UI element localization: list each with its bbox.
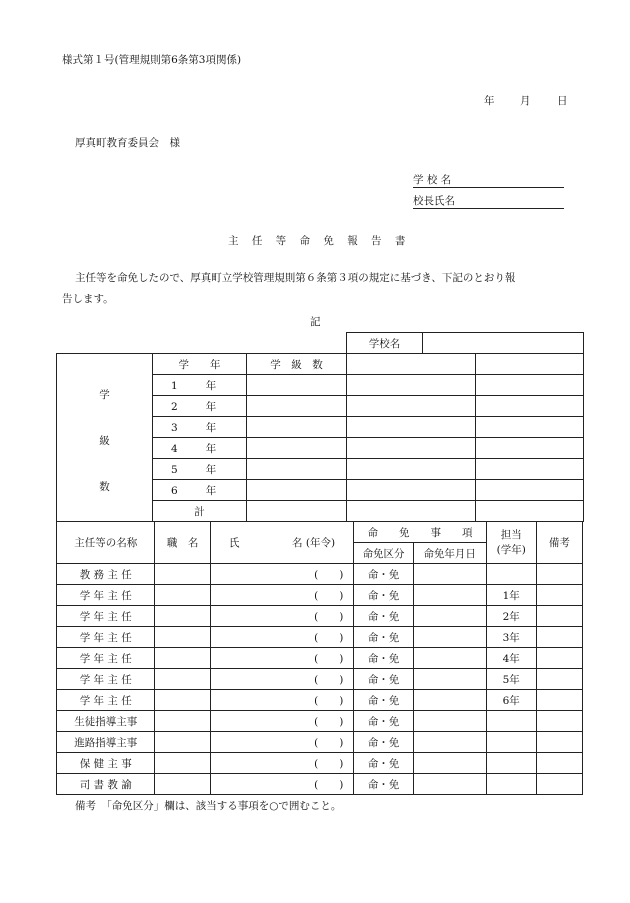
in-charge-grade-cell [486, 711, 536, 732]
class-count-cell[interactable] [247, 438, 347, 459]
role-name-cell: 進路指導主事 [57, 732, 155, 753]
role-name-cell: 学 年 主 任 [57, 627, 155, 648]
position-cell[interactable] [155, 669, 210, 690]
position-cell[interactable] [155, 564, 210, 585]
in-charge-grade-cell: 5年 [486, 669, 536, 690]
class-count-column-header: 学 級 数 [247, 354, 347, 375]
remarks-cell[interactable] [536, 690, 582, 711]
appointment-date-cell[interactable] [413, 753, 486, 774]
position-cell[interactable] [155, 690, 210, 711]
appointment-type-cell[interactable]: 命・免 [354, 774, 413, 795]
remarks-cell[interactable] [536, 753, 582, 774]
total-label: 計 [153, 501, 247, 522]
date-day-label: 日 [557, 95, 568, 107]
age-cell[interactable]: ( ) [210, 564, 354, 585]
in-charge-grade-cell: 2年 [486, 606, 536, 627]
appointment-type-cell[interactable]: 命・免 [354, 606, 413, 627]
appointment-date-header: 命免年月日 [413, 543, 486, 564]
appointment-type-header: 命免区分 [354, 543, 413, 564]
grade-unit: 年 [205, 484, 217, 497]
role-name-cell: 学 年 主 任 [57, 690, 155, 711]
appointment-date-cell[interactable] [413, 606, 486, 627]
class-count-cell[interactable] [247, 480, 347, 501]
appointment-row [57, 774, 583, 795]
position-cell[interactable] [155, 606, 210, 627]
grade-number: 2 [171, 400, 178, 413]
appointment-date-cell[interactable] [413, 585, 486, 606]
appointment-row [57, 711, 583, 732]
grade-unit: 年 [205, 463, 217, 476]
remarks-cell[interactable] [536, 711, 582, 732]
body-text-line-2: 告します。 [62, 293, 114, 305]
class-count-table [56, 353, 584, 522]
in-charge-grade-cell [486, 753, 536, 774]
in-charge-label: 担当 [500, 528, 522, 541]
in-charge-header [486, 522, 536, 564]
appointment-date-cell[interactable] [413, 732, 486, 753]
age-cell[interactable]: ( ) [210, 753, 354, 774]
appointment-matters-header: 命 免 事 項 [354, 522, 486, 543]
remarks-cell[interactable] [536, 606, 582, 627]
remarks-cell[interactable] [536, 774, 582, 795]
position-cell[interactable] [155, 648, 210, 669]
remarks-cell[interactable] [536, 627, 582, 648]
age-cell[interactable]: ( ) [210, 627, 354, 648]
in-charge-grade-cell [486, 732, 536, 753]
date-month-label: 月 [520, 95, 531, 107]
appointment-row [57, 564, 583, 585]
age-cell[interactable]: ( ) [210, 606, 354, 627]
age-cell[interactable]: ( ) [210, 711, 354, 732]
side-label-char: 級 [99, 434, 110, 447]
role-name-cell: 学 年 主 任 [57, 585, 155, 606]
name-age-header: 氏 名 (年令) [210, 522, 354, 564]
total-class-count-cell[interactable] [247, 501, 347, 522]
appointment-date-cell[interactable] [413, 690, 486, 711]
in-charge-grade-cell [486, 774, 536, 795]
appointment-date-cell[interactable] [413, 564, 486, 585]
appointment-row [57, 627, 583, 648]
role-name-cell: 教 務 主 任 [57, 564, 155, 585]
remarks-cell[interactable] [536, 564, 582, 585]
sender-principal-line[interactable] [413, 193, 564, 209]
grade-unit: 年 [205, 379, 217, 392]
position-cell[interactable] [155, 774, 210, 795]
position-cell[interactable] [155, 711, 210, 732]
remarks-cell[interactable] [536, 669, 582, 690]
appointment-date-cell[interactable] [413, 711, 486, 732]
role-name-cell: 学 年 主 任 [57, 669, 155, 690]
in-charge-grade-cell: 4年 [486, 648, 536, 669]
sender-principal-label: 校長氏名 [413, 195, 455, 207]
position-cell[interactable] [155, 585, 210, 606]
side-label-char: 学 [99, 388, 110, 401]
body-text-line-1: 主任等を命免したので、厚真町立学校管理規則第６条第３項の規定に基づき、下記のとおり報 [75, 272, 516, 284]
grade-number: 6 [171, 484, 178, 497]
remarks-cell[interactable] [536, 648, 582, 669]
role-name-cell: 司 書 教 諭 [57, 774, 155, 795]
age-cell[interactable]: ( ) [210, 585, 354, 606]
side-label-char: 数 [99, 480, 110, 493]
school-name-box [346, 332, 584, 354]
date-year-label: 年 [484, 95, 495, 107]
appointment-row [57, 732, 583, 753]
position-header: 職 名 [155, 522, 210, 564]
in-charge-grade-label: (学年) [496, 543, 526, 556]
sender-school-name-label: 学 校 名 [413, 174, 452, 186]
appointment-date-cell[interactable] [413, 627, 486, 648]
remarks-header: 備考 [536, 522, 582, 564]
appointment-table [56, 521, 583, 795]
age-cell[interactable]: ( ) [210, 774, 354, 795]
appointment-type-cell[interactable]: 命・免 [354, 669, 413, 690]
sender-school-name-line[interactable] [413, 172, 564, 188]
remarks-cell[interactable] [536, 732, 582, 753]
grade-number: 1 [171, 379, 178, 392]
remarks-cell[interactable] [536, 585, 582, 606]
appointment-date-cell[interactable] [413, 648, 486, 669]
grade-column-header: 学 年 [153, 354, 247, 375]
appointment-row [57, 753, 583, 774]
appointment-row [57, 648, 583, 669]
role-name-cell: 学 年 主 任 [57, 606, 155, 627]
appointment-type-cell[interactable]: 命・免 [354, 627, 413, 648]
role-name-cell: 保 健 主 事 [57, 753, 155, 774]
appointment-type-cell[interactable]: 命・免 [354, 753, 413, 774]
appointment-type-cell[interactable]: 命・免 [354, 732, 413, 753]
appointment-type-cell[interactable]: 命・免 [354, 690, 413, 711]
position-cell[interactable] [155, 627, 210, 648]
age-cell[interactable]: ( ) [210, 732, 354, 753]
class-count-cell[interactable] [247, 396, 347, 417]
grade-unit: 年 [205, 400, 217, 413]
role-name-cell: 生徒指導主事 [57, 711, 155, 732]
age-cell[interactable]: ( ) [210, 669, 354, 690]
in-charge-grade-cell: 1年 [486, 585, 536, 606]
appointment-row [57, 669, 583, 690]
grade-unit: 年 [205, 442, 217, 455]
class-count-cell[interactable] [247, 417, 347, 438]
appointment-type-cell[interactable]: 命・免 [354, 648, 413, 669]
appointment-row [57, 690, 583, 711]
footnote: 備考 「命免区分」欄は、該当する事項を○で囲むこと。 [75, 800, 342, 812]
in-charge-grade-cell: 6年 [486, 690, 536, 711]
appointment-row [57, 606, 583, 627]
position-cell[interactable] [155, 753, 210, 774]
class-count-cell[interactable] [247, 375, 347, 396]
class-count-cell[interactable] [247, 459, 347, 480]
role-name-header: 主任等の名称 [57, 522, 155, 564]
position-cell[interactable] [155, 732, 210, 753]
addressee: 厚真町教育委員会 様 [75, 137, 180, 149]
grade-number: 4 [171, 442, 178, 455]
appointment-row [57, 585, 583, 606]
grade-unit: 年 [205, 421, 217, 434]
grade-number: 5 [171, 463, 178, 476]
ki-label: 記 [310, 316, 321, 328]
appointment-date-cell[interactable] [413, 669, 486, 690]
age-cell[interactable]: ( ) [210, 648, 354, 669]
appointment-type-cell[interactable]: 命・免 [354, 564, 413, 585]
document-title: 主 任 等 命 免 報 告 書 [228, 235, 411, 247]
appointment-date-cell[interactable] [413, 774, 486, 795]
class-count-header-row [57, 354, 584, 375]
appointment-type-cell[interactable]: 命・免 [354, 711, 413, 732]
in-charge-grade-cell: 3年 [486, 627, 536, 648]
class-count-side-label [57, 354, 153, 522]
appointment-type-cell[interactable]: 命・免 [354, 585, 413, 606]
form-number-label: 様式第１号(管理規則第6条第3項関係) [62, 54, 242, 66]
school-name-label: 学校名 [347, 333, 423, 354]
role-name-cell: 学 年 主 任 [57, 648, 155, 669]
school-name-field[interactable] [423, 333, 584, 354]
age-cell[interactable]: ( ) [210, 690, 354, 711]
in-charge-grade-cell [486, 564, 536, 585]
grade-number: 3 [171, 421, 178, 434]
